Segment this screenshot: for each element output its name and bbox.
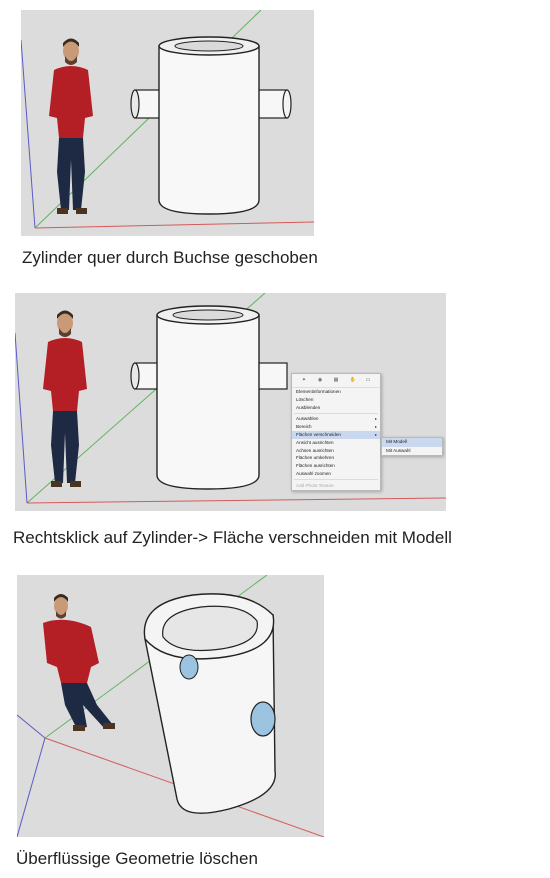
menu-item-flaechen-umkehren[interactable]: Flächen umkehren bbox=[296, 455, 335, 461]
menu-item-ansicht-ausrichten[interactable]: Ansicht ausrichten bbox=[296, 439, 334, 445]
sketchup-viewport-1[interactable] bbox=[21, 10, 314, 236]
paint-bucket-icon[interactable]: ◉ bbox=[317, 377, 323, 383]
red-axis bbox=[27, 498, 446, 503]
menu-item-add-photo-texture: Add Photo Texture bbox=[296, 482, 334, 488]
submenu-flaechen-verschneiden bbox=[381, 437, 443, 456]
red-axis bbox=[35, 222, 314, 228]
menu-item-bereich[interactable]: Bereich ▸ bbox=[292, 423, 380, 431]
submenu-item-mit-auswahl[interactable]: Mit Auswahl bbox=[386, 447, 411, 453]
trash-icon[interactable]: ▭ bbox=[365, 377, 371, 383]
menu-item-elementinformationen[interactable]: Elementinformationen bbox=[296, 389, 341, 394]
menu-item-flaechen-ausrichten[interactable]: Flächen ausrichten bbox=[296, 463, 335, 469]
menu-item-flaechen-verschneiden[interactable]: Flächen verschneiden ▸ bbox=[292, 431, 380, 439]
caption-step-3: Überflüssige Geometrie löschen bbox=[16, 849, 258, 868]
hand-icon[interactable]: ✋ bbox=[349, 377, 356, 383]
bushing-cylinder bbox=[131, 37, 291, 214]
context-menu bbox=[291, 373, 381, 491]
scene-3 bbox=[17, 575, 324, 837]
person-figure bbox=[43, 311, 87, 488]
menu-item-loeschen[interactable]: Löschen bbox=[296, 396, 314, 402]
menu-separator bbox=[294, 413, 378, 414]
submenu-item-mit-modell[interactable]: Mit Modell bbox=[382, 438, 442, 447]
caption-step-2: Rechtsklick auf Zylinder-> Fläche verschneiden mit Modell bbox=[13, 528, 452, 547]
sketchup-viewport-2[interactable] bbox=[15, 293, 446, 511]
blue-axis-up bbox=[17, 715, 45, 738]
person-figure bbox=[49, 39, 93, 215]
eraser-icon[interactable]: ✦ bbox=[301, 377, 307, 383]
context-menu-toolbar bbox=[292, 374, 380, 388]
bushing-cylinder bbox=[131, 306, 287, 489]
menu-item-auswaehlen[interactable]: Auswählen ▸ bbox=[292, 415, 380, 423]
blue-axis bbox=[17, 738, 45, 837]
menu-item-achsen-ausrichten[interactable]: Achsen ausrichten bbox=[296, 447, 334, 453]
menu-item-ausblenden[interactable]: Ausblenden bbox=[296, 404, 321, 410]
component-icon[interactable]: ▦ bbox=[333, 377, 339, 383]
menu-separator bbox=[294, 479, 378, 480]
sketchup-viewport-3[interactable] bbox=[17, 575, 324, 837]
blue-axis bbox=[21, 40, 35, 228]
scene-1 bbox=[21, 10, 314, 236]
caption-step-1: Zylinder quer durch Buchse geschoben bbox=[22, 248, 318, 267]
scene-2 bbox=[15, 293, 446, 511]
blue-axis bbox=[15, 333, 27, 503]
menu-item-auswahl-zoomen[interactable]: Auswahl zoomen bbox=[296, 470, 331, 476]
person-figure bbox=[43, 594, 115, 731]
